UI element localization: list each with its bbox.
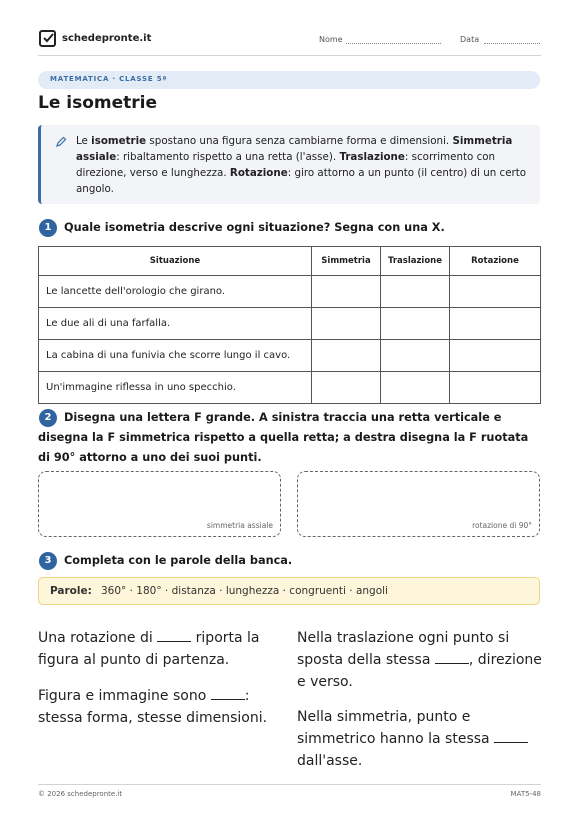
answer-cell-simmetria[interactable]	[312, 340, 381, 372]
question-3-text: Completa con le parole della banca.	[64, 554, 293, 567]
answer-cell-traslazione[interactable]	[381, 372, 450, 404]
table-row	[39, 308, 541, 340]
table-row	[39, 372, 541, 404]
footer-copyright: © 2026 schedepronte.it	[38, 790, 123, 798]
situation-cell: Un'immagine riflessa in uno specchio.	[39, 372, 312, 404]
table-row	[39, 340, 541, 372]
pencil-icon	[55, 136, 67, 148]
footer-divider	[38, 784, 541, 785]
situation-cell: Le due ali di una farfalla.	[39, 308, 312, 340]
info-box	[38, 125, 540, 204]
answer-cell-rotazione[interactable]	[450, 308, 541, 340]
question-2-number: 2	[39, 409, 57, 427]
word-bank-words: 360° · 180° · distanza · lunghezza · congruenti · angoli	[101, 585, 388, 597]
answer-cell-traslazione[interactable]	[381, 340, 450, 372]
footer-code: MAT5-48	[510, 790, 541, 798]
blank-field[interactable]	[435, 650, 469, 664]
drawing-area-symmetry-label: simmetria assiale	[206, 521, 273, 530]
blank-field[interactable]	[157, 628, 191, 642]
info-text: Le isometrie spostano una figura senza cambiarne forma e dimensioni. Simmetria assiale: ribaltamento rispetto a una retta (l'asse). Traslazione: scorrimento con direzione, verso e lunghezza. Rotazione: giro attorno a un punto (il centro) di un certo angolo.	[76, 135, 527, 195]
answer-cell-rotazione[interactable]	[450, 340, 541, 372]
header-divider	[38, 55, 541, 56]
col-rotazione: Rotazione	[450, 247, 541, 276]
question-1-text: Quale isometria descrive ogni situazione? Segna con una X.	[64, 221, 445, 234]
brand-logo-icon	[39, 30, 56, 47]
drawing-area-rotation[interactable]	[297, 471, 540, 537]
situation-cell: La cabina di una funivia che scorre lungo il cavo.	[39, 340, 312, 372]
col-situazione: Situazione	[39, 247, 312, 276]
fill-sentence-3: Nella traslazione ogni punto si sposta della stessa , direzione e verso.	[297, 630, 542, 690]
page-title: Le isometrie	[38, 93, 158, 113]
blank-field[interactable]	[494, 729, 528, 743]
name-label: Nome	[319, 35, 343, 44]
answer-cell-rotazione[interactable]	[450, 276, 541, 308]
answer-cell-traslazione[interactable]	[381, 276, 450, 308]
subject-pill	[38, 71, 540, 89]
question-1-number: 1	[39, 219, 57, 237]
date-field[interactable]	[484, 43, 540, 44]
question-2-text: Disegna una lettera F grande. A sinistra traccia una retta verticale e disegna la F simmetrica rispetto a quella retta; a destra disegna la F ruotata di 90° attorno a uno dei suoi punti.	[38, 411, 529, 464]
table-row	[39, 276, 541, 308]
answer-cell-simmetria[interactable]	[312, 372, 381, 404]
subject-pill-text: MATEMATICA · CLASSE 5ª	[50, 75, 168, 83]
fill-sentence-2: Figura e immagine sono : stessa forma, stesse dimensioni.	[38, 688, 268, 726]
answer-cell-rotazione[interactable]	[450, 372, 541, 404]
table-header-row	[39, 247, 541, 276]
date-label: Data	[460, 35, 480, 44]
brand-name: schedepronte.it	[62, 33, 152, 44]
name-field[interactable]	[346, 43, 441, 44]
answer-cell-traslazione[interactable]	[381, 308, 450, 340]
question-3-number: 3	[39, 552, 57, 570]
drawing-area-symmetry[interactable]	[38, 471, 281, 537]
blank-field[interactable]	[211, 686, 245, 700]
situation-cell: Le lancette dell'orologio che girano.	[39, 276, 312, 308]
drawing-area-rotation-label: rotazione di 90°	[472, 521, 532, 530]
col-simmetria: Simmetria	[312, 247, 381, 276]
fill-sentence-4: Nella simmetria, punto e simmetrico hanno la stessa dall'asse.	[297, 706, 542, 772]
answer-cell-simmetria[interactable]	[312, 308, 381, 340]
word-bank	[38, 577, 540, 605]
fill-sentence-1: Una rotazione di riporta la figura al punto di partenza.	[38, 630, 260, 668]
word-bank-label: Parole:	[50, 585, 92, 597]
col-traslazione: Traslazione	[381, 247, 450, 276]
isometry-table	[38, 246, 541, 404]
answer-cell-simmetria[interactable]	[312, 276, 381, 308]
